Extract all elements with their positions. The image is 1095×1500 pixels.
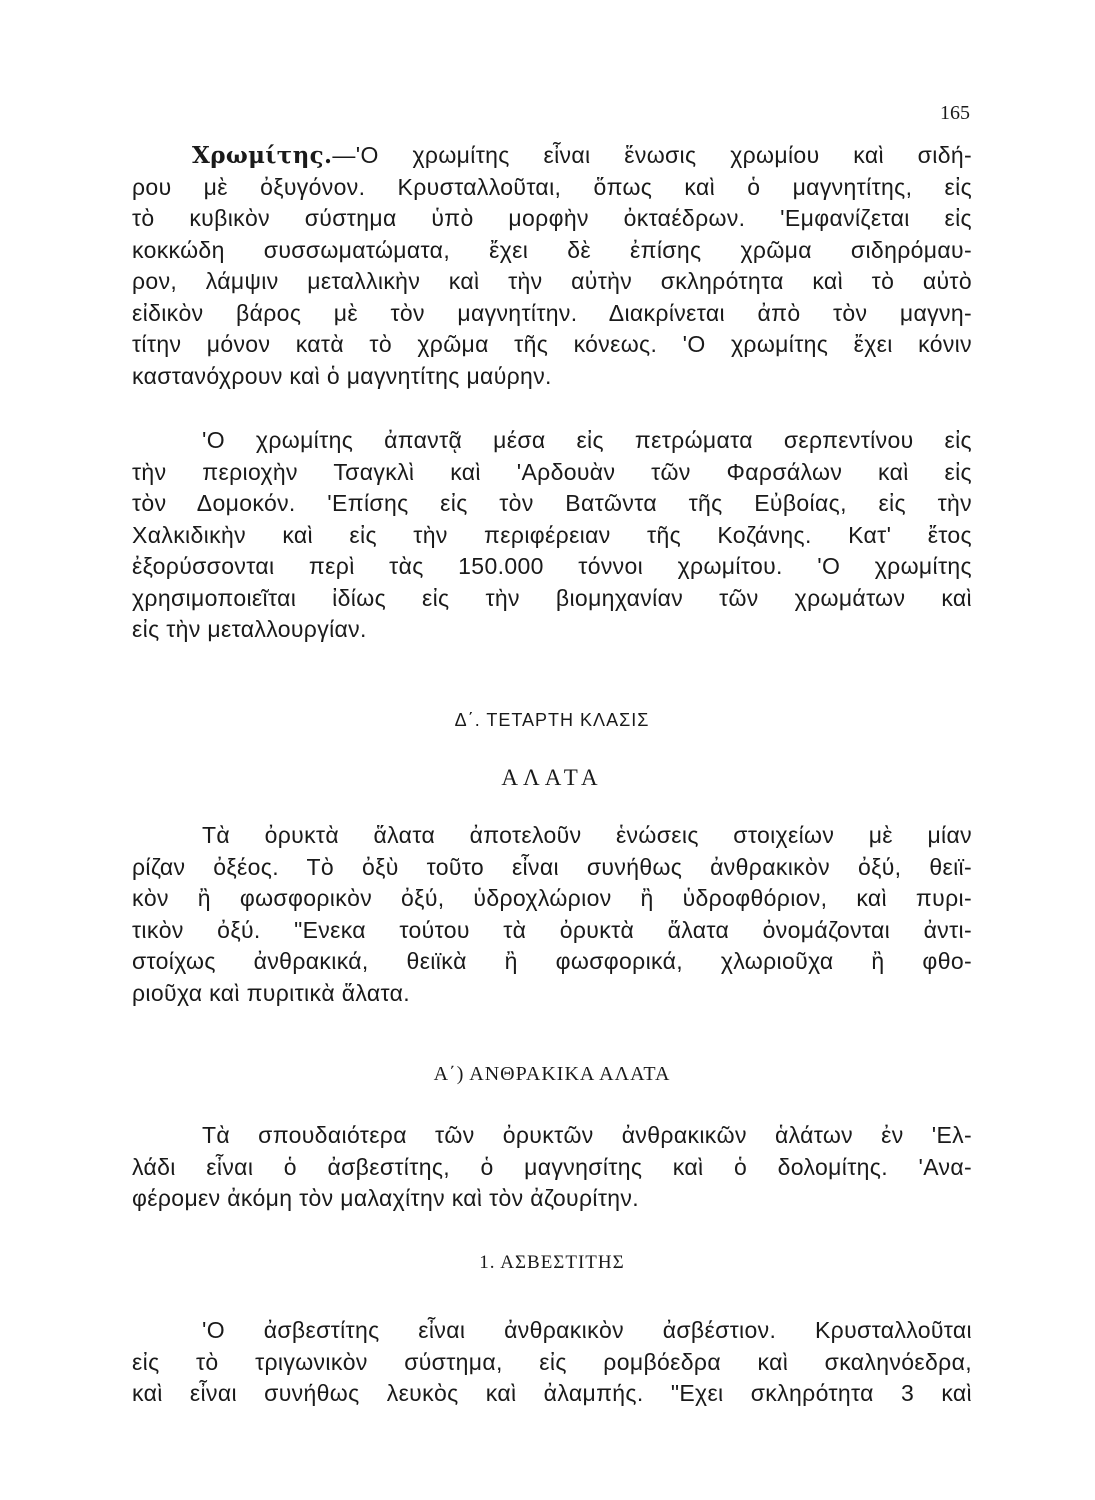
text-line-rest: —'Ο χρωμίτης εἶναι ἕνωσις χρωμίου καὶ σιδή- [332, 142, 972, 168]
carbonates-heading: Α΄) ΑΝΘΡΑΚΙΚΑ ΑΛΑΤΑ [433, 1063, 671, 1085]
text-line: Χαλκιδικὴν καὶ εἰς τὴν περιφέρειαν τῆς Κοζάνης. Κατ' ἔτος [132, 521, 972, 548]
chromite-occurrence-paragraph [132, 425, 972, 646]
text-line: χρησιμοποιεῖται ἰδίως εἰς τὴν βιομηχανίαν τῶν χρωμάτων καὶ [132, 584, 972, 611]
text-line: ἐξορύσσονται περὶ τὰς 150.000 τόννοι χρωμίτου. 'Ο χρωμίτης [132, 553, 972, 579]
text-line [132, 140, 972, 172]
text-line: Τὰ ὀρυκτὰ ἅλατα ἀποτελοῦν ἑνώσεις στοιχείων μὲ μίαν [202, 822, 972, 848]
lead-term: Χρωμίτης. [192, 142, 333, 169]
text-line: ρου μὲ ὀξυγόνον. Κρυσταλλοῦται, ὅπως καὶ ὁ μαγνητίτης, εἰς [132, 173, 972, 200]
text-line: τὴν περιοχὴν Τσαγκλὶ καὶ 'Αρδουὰν τῶν Φαρσάλων καὶ εἰς [132, 458, 972, 485]
carbonates-intro-paragraph [132, 1120, 972, 1215]
text-line: εἰς τὴν μεταλλουργίαν. [132, 616, 367, 642]
class-heading: Δ΄. ΤΕΤΑΡΤΗ ΚΛΑΣΙΣ [454, 710, 650, 730]
text-line: 'Ο ἀσβεστίτης εἶναι ἀνθρακικὸν ἀσβέστιον. Κρυσταλλοῦται [202, 1317, 972, 1343]
text-line: λάδι εἶναι ὁ ἀσβεστίτης, ὁ μαγνησίτης καὶ ὁ δολομίτης. 'Ανα- [132, 1153, 972, 1180]
text-line: τὸν Δομοκόν. 'Επίσης εἰς τὸν Βατῶντα τῆς Εὐβοίας, εἰς τὴν [132, 490, 972, 516]
text-line: καὶ εἶναι συνήθως λευκὸς καὶ ἀλαμπής. "Εχει σκληρότητα 3 καὶ [132, 1380, 972, 1406]
text-line: εἰδικὸν βάρος μὲ τὸν μαγνητίτην. Διακρίνεται ἀπὸ τὸν μαγνη- [132, 299, 972, 326]
text-line: τικὸν ὀξύ. "Ενεκα τούτου τὰ ὀρυκτὰ ἅλατα ὀνομάζονται ἀντι- [132, 916, 972, 943]
text-line: ρον, λάμψιν μεταλλικὴν καὶ τὴν αὐτὴν σκληρότητα καὶ τὸ αὐτὸ [132, 268, 972, 294]
text-line: 'Ο χρωμίτης ἀπαντᾷ μέσα εἰς πετρώματα σερπεντίνου εἰς [202, 427, 972, 453]
text-line: κὸν ἢ φωσφορικὸν ὀξύ, ὑδροχλώριον ἢ ὑδροφθόριον, καὶ πυρι- [132, 885, 972, 911]
text-line: φέρομεν ἀκόμη τὸν μαλαχίτην καὶ τὸν ἀζουρίτην. [132, 1185, 640, 1211]
salts-title: ΑΛΑΤΑ [501, 765, 603, 790]
text-line: στοίχως ἀνθρακικά, θειϊκὰ ἢ φωσφορικά, χλωριοῦχα ἢ φθο- [132, 948, 972, 974]
text-line: κοκκώδη συσσωματώματα, ἔχει δὲ ἐπίσης χρῶμα σιδηρόμαυ- [132, 236, 972, 263]
calcite-heading: 1. ΑΣΒΕΣΤΙΤΗΣ [479, 1252, 625, 1273]
calcite-paragraph [132, 1315, 972, 1410]
text-line: τὸ κυβικὸν σύστημα ὑπὸ μορφὴν ὀκταέδρων. 'Εμφανίζεται εἰς [132, 205, 972, 231]
text-line: εἰς τὸ τριγωνικὸν σύστημα, εἰς ρομβόεδρα καὶ σκαληνόεδρα, [132, 1348, 972, 1375]
text-line: Τὰ σπουδαιότερα τῶν ὀρυκτῶν ἀνθρακικῶν ἁλάτων ἐν 'Ελ- [202, 1122, 972, 1148]
chromite-paragraph [132, 140, 972, 392]
text-line: τίτην μόνον κατὰ τὸ χρῶμα τῆς κόνεως. 'Ο χρωμίτης ἔχει κόνιν [132, 331, 972, 357]
text-line: καστανόχρουν καὶ ὁ μαγνητίτης μαύρην. [132, 362, 552, 389]
page-number: 165 [940, 102, 970, 124]
text-line: ριοῦχα καὶ πυριτικὰ ἅλατα. [132, 979, 411, 1006]
salts-intro-paragraph [132, 820, 972, 1009]
text-line: ρίζαν ὀξέος. Τὸ ὀξὺ τοῦτο εἶναι συνήθως ἀνθρακικὸν ὀξύ, θειϊ- [132, 853, 972, 880]
